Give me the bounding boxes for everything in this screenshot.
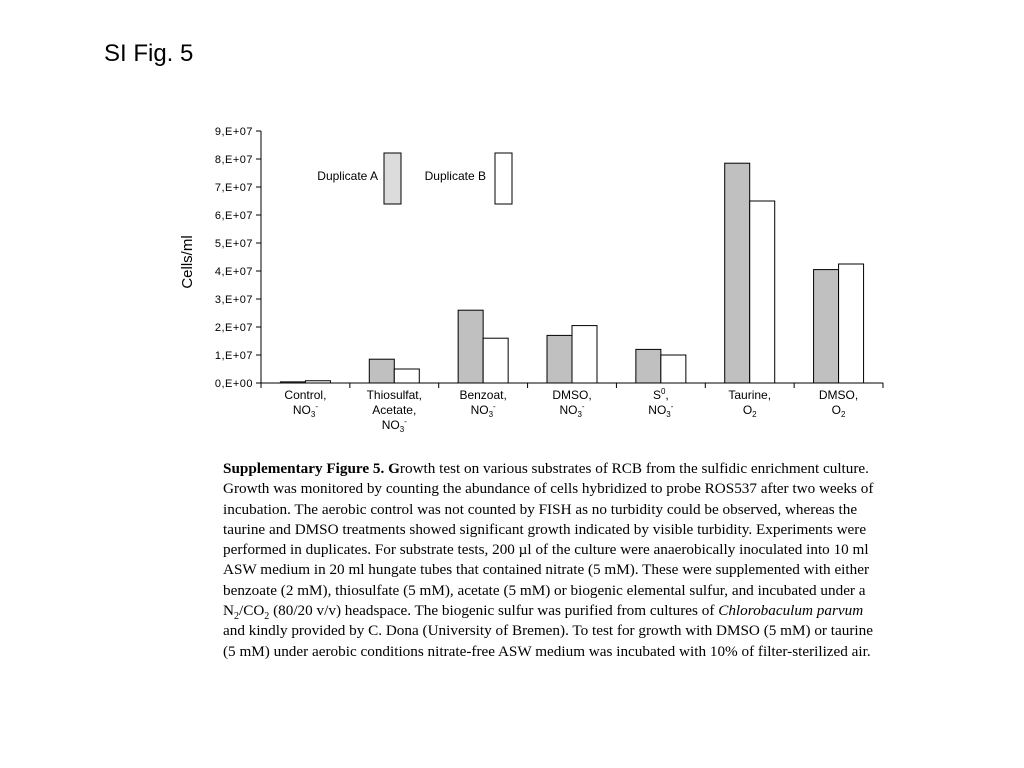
- bar-duplicate-a-1: [369, 359, 394, 383]
- bar-duplicate-b-3: [572, 326, 597, 383]
- category-label: $S^0$,: [652, 387, 669, 402]
- bar-duplicate-a-3: [547, 335, 572, 383]
- legend: [317, 153, 512, 204]
- category-label: $NO_3^-$: [381, 417, 407, 434]
- category-labels-group: [284, 387, 858, 434]
- legend-swatch-duplicate-b: [495, 153, 512, 204]
- legend-label-duplicate-a: Duplicate A: [317, 169, 378, 183]
- category-label: DMSO,: [818, 388, 859, 402]
- legend-swatch-duplicate-a: [384, 153, 401, 204]
- category-label: Thiosulfat,: [366, 388, 422, 402]
- bar-duplicate-b-2: [483, 338, 508, 383]
- category-label: $O_2$: [831, 403, 846, 419]
- category-label: $NO_3^-$: [470, 402, 496, 419]
- y-ticks-group: [215, 126, 261, 390]
- bar-duplicate-a-6: [814, 270, 839, 383]
- category-label: $NO_3^-$: [648, 402, 674, 419]
- y-axis-label: Cells/ml: [179, 235, 196, 289]
- caption-text-3: (80/20 v/v) headspace. The biogenic sulfur was purified from cultures of: [269, 602, 719, 620]
- category-label: Acetate,: [372, 403, 417, 417]
- figure-caption: [223, 459, 883, 662]
- bar-duplicate-a-4: [636, 349, 661, 383]
- slide-title: SI Fig. 5: [104, 40, 194, 67]
- caption-sub-1: 2: [233, 611, 239, 623]
- y-tick-label: 5,E+07: [214, 238, 253, 250]
- caption-sub-2: 2: [264, 611, 270, 623]
- caption-text-2: /CO: [238, 602, 265, 620]
- y-tick-label: 6,E+07: [214, 210, 253, 222]
- bar-duplicate-a-5: [725, 163, 750, 383]
- bar-duplicate-b-1: [394, 369, 419, 383]
- y-tick-label: 0,E+00: [214, 378, 253, 390]
- y-tick-label: 9,E+07: [214, 126, 253, 138]
- y-tick-label: 4,E+07: [214, 266, 253, 278]
- category-label: Taurine,: [728, 388, 772, 402]
- category-label: $O_2$: [742, 403, 757, 419]
- bar-duplicate-b-4: [661, 355, 686, 383]
- category-label: Control,: [284, 388, 327, 402]
- y-tick-label: 7,E+07: [214, 182, 253, 194]
- category-label: Benzoat,: [459, 388, 507, 402]
- category-label: DMSO,: [552, 388, 592, 402]
- y-tick-label: 3,E+07: [214, 294, 253, 306]
- legend-label-duplicate-b: Duplicate B: [424, 169, 486, 183]
- caption-text-1: rowth test on various substrates of RCB from the sulfidic enrichment culture. Growth was monitored by counting the abundance of cells hybridized to probe ROS537 after two weeks of incubation. The aerobic control was not counted by FISH as no turbidity could be observed, whereas the taurine and DMSO treatments showed significant growth indicated by visible turbidity. Experiments were performed in duplicates. For substrate tests, 200 µl of the culture were anaerobically inoculated into 10 ml ASW medium in 20 ml hungate tubes that contained nitrate (5 mM). These were supplemented with either benzoate (2 mM), thiosulfate (5 mM), acetate (5 mM) or biogenic elemental sulfur, and incubated under a N: [223, 460, 874, 620]
- caption-label: Supplementary Figure 5. G: [223, 460, 400, 477]
- y-tick-label: 8,E+07: [214, 154, 253, 166]
- y-tick-label: 1,E+07: [214, 350, 253, 362]
- caption-text-4: and kindly provided by C. Dona (University of Bremen). To test for growth with DMSO (5 mM) or taurine (5 mM) under aerobic conditions nitrate-free ASW medium was incubated with 10% of filter-sterilized air.: [223, 622, 873, 660]
- bar-duplicate-a-2: [458, 310, 483, 383]
- category-label: $NO_3^-$: [292, 402, 318, 419]
- caption-species: Chlorobaculum parvum: [718, 602, 864, 620]
- bars-group: [280, 163, 863, 383]
- bar-duplicate-b-6: [839, 264, 864, 383]
- bar-duplicate-b-5: [750, 201, 775, 383]
- y-tick-label: 2,E+07: [214, 322, 253, 334]
- category-label: $NO_3^-$: [559, 402, 585, 419]
